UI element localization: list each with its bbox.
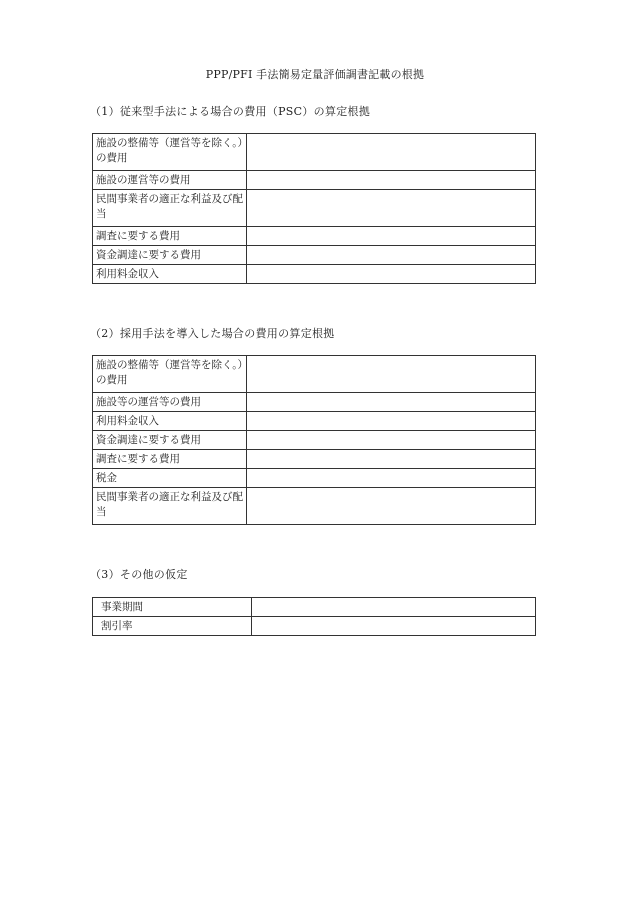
row-label: 調査に要する費用 (93, 227, 247, 246)
row-value (247, 488, 536, 525)
table-row (93, 617, 536, 636)
row-label: 調査に要する費用 (93, 450, 247, 469)
table-row (93, 190, 536, 227)
table-row (93, 134, 536, 171)
row-label: 施設の整備等（運営等を除く。）の費用 (93, 356, 247, 393)
table-row (93, 488, 536, 525)
table-row (93, 393, 536, 412)
row-value (247, 393, 536, 412)
row-value (247, 450, 536, 469)
table-row (93, 450, 536, 469)
row-value (247, 265, 536, 284)
row-value (252, 617, 536, 636)
table-row (93, 356, 536, 393)
row-value (247, 431, 536, 450)
row-value (247, 356, 536, 393)
row-value (247, 171, 536, 190)
row-value (247, 190, 536, 227)
row-label: 資金調達に要する費用 (93, 246, 247, 265)
row-label: 施設の整備等（運営等を除く。）の費用 (93, 134, 247, 171)
row-value (247, 134, 536, 171)
table-row (93, 412, 536, 431)
table-row (93, 171, 536, 190)
adopted-method-cost-table (92, 355, 536, 525)
row-label: 事業期間 (93, 598, 252, 617)
row-label: 利用料金収入 (93, 265, 247, 284)
row-label: 資金調達に要する費用 (93, 431, 247, 450)
document-title: PPP/PFI 手法簡易定量評価調書記載の根拠 (205, 68, 425, 81)
row-value (252, 598, 536, 617)
section-heading-psc: （1）従来型手法による場合の費用（PSC）の算定根拠 (90, 105, 371, 118)
table-row (93, 246, 536, 265)
row-value (247, 227, 536, 246)
row-label: 施設等の運営等の費用 (93, 393, 247, 412)
row-label: 利用料金収入 (93, 412, 247, 431)
row-label: 民間事業者の適正な利益及び配当 (93, 190, 247, 227)
section-heading-adopted-method: （2）採用手法を導入した場合の費用の算定根拠 (90, 327, 335, 340)
psc-cost-table (92, 133, 536, 284)
table-row (93, 227, 536, 246)
table-row (93, 265, 536, 284)
row-label: 税金 (93, 469, 247, 488)
row-value (247, 246, 536, 265)
row-label: 割引率 (93, 617, 252, 636)
row-value (247, 412, 536, 431)
row-label: 民間事業者の適正な利益及び配当 (93, 488, 247, 525)
table-row (93, 598, 536, 617)
table-row (93, 431, 536, 450)
section-heading-other-assumptions: （3）その他の仮定 (90, 568, 188, 581)
other-assumptions-table (92, 597, 536, 636)
table-row (93, 469, 536, 488)
row-value (247, 469, 536, 488)
row-label: 施設の運営等の費用 (93, 171, 247, 190)
